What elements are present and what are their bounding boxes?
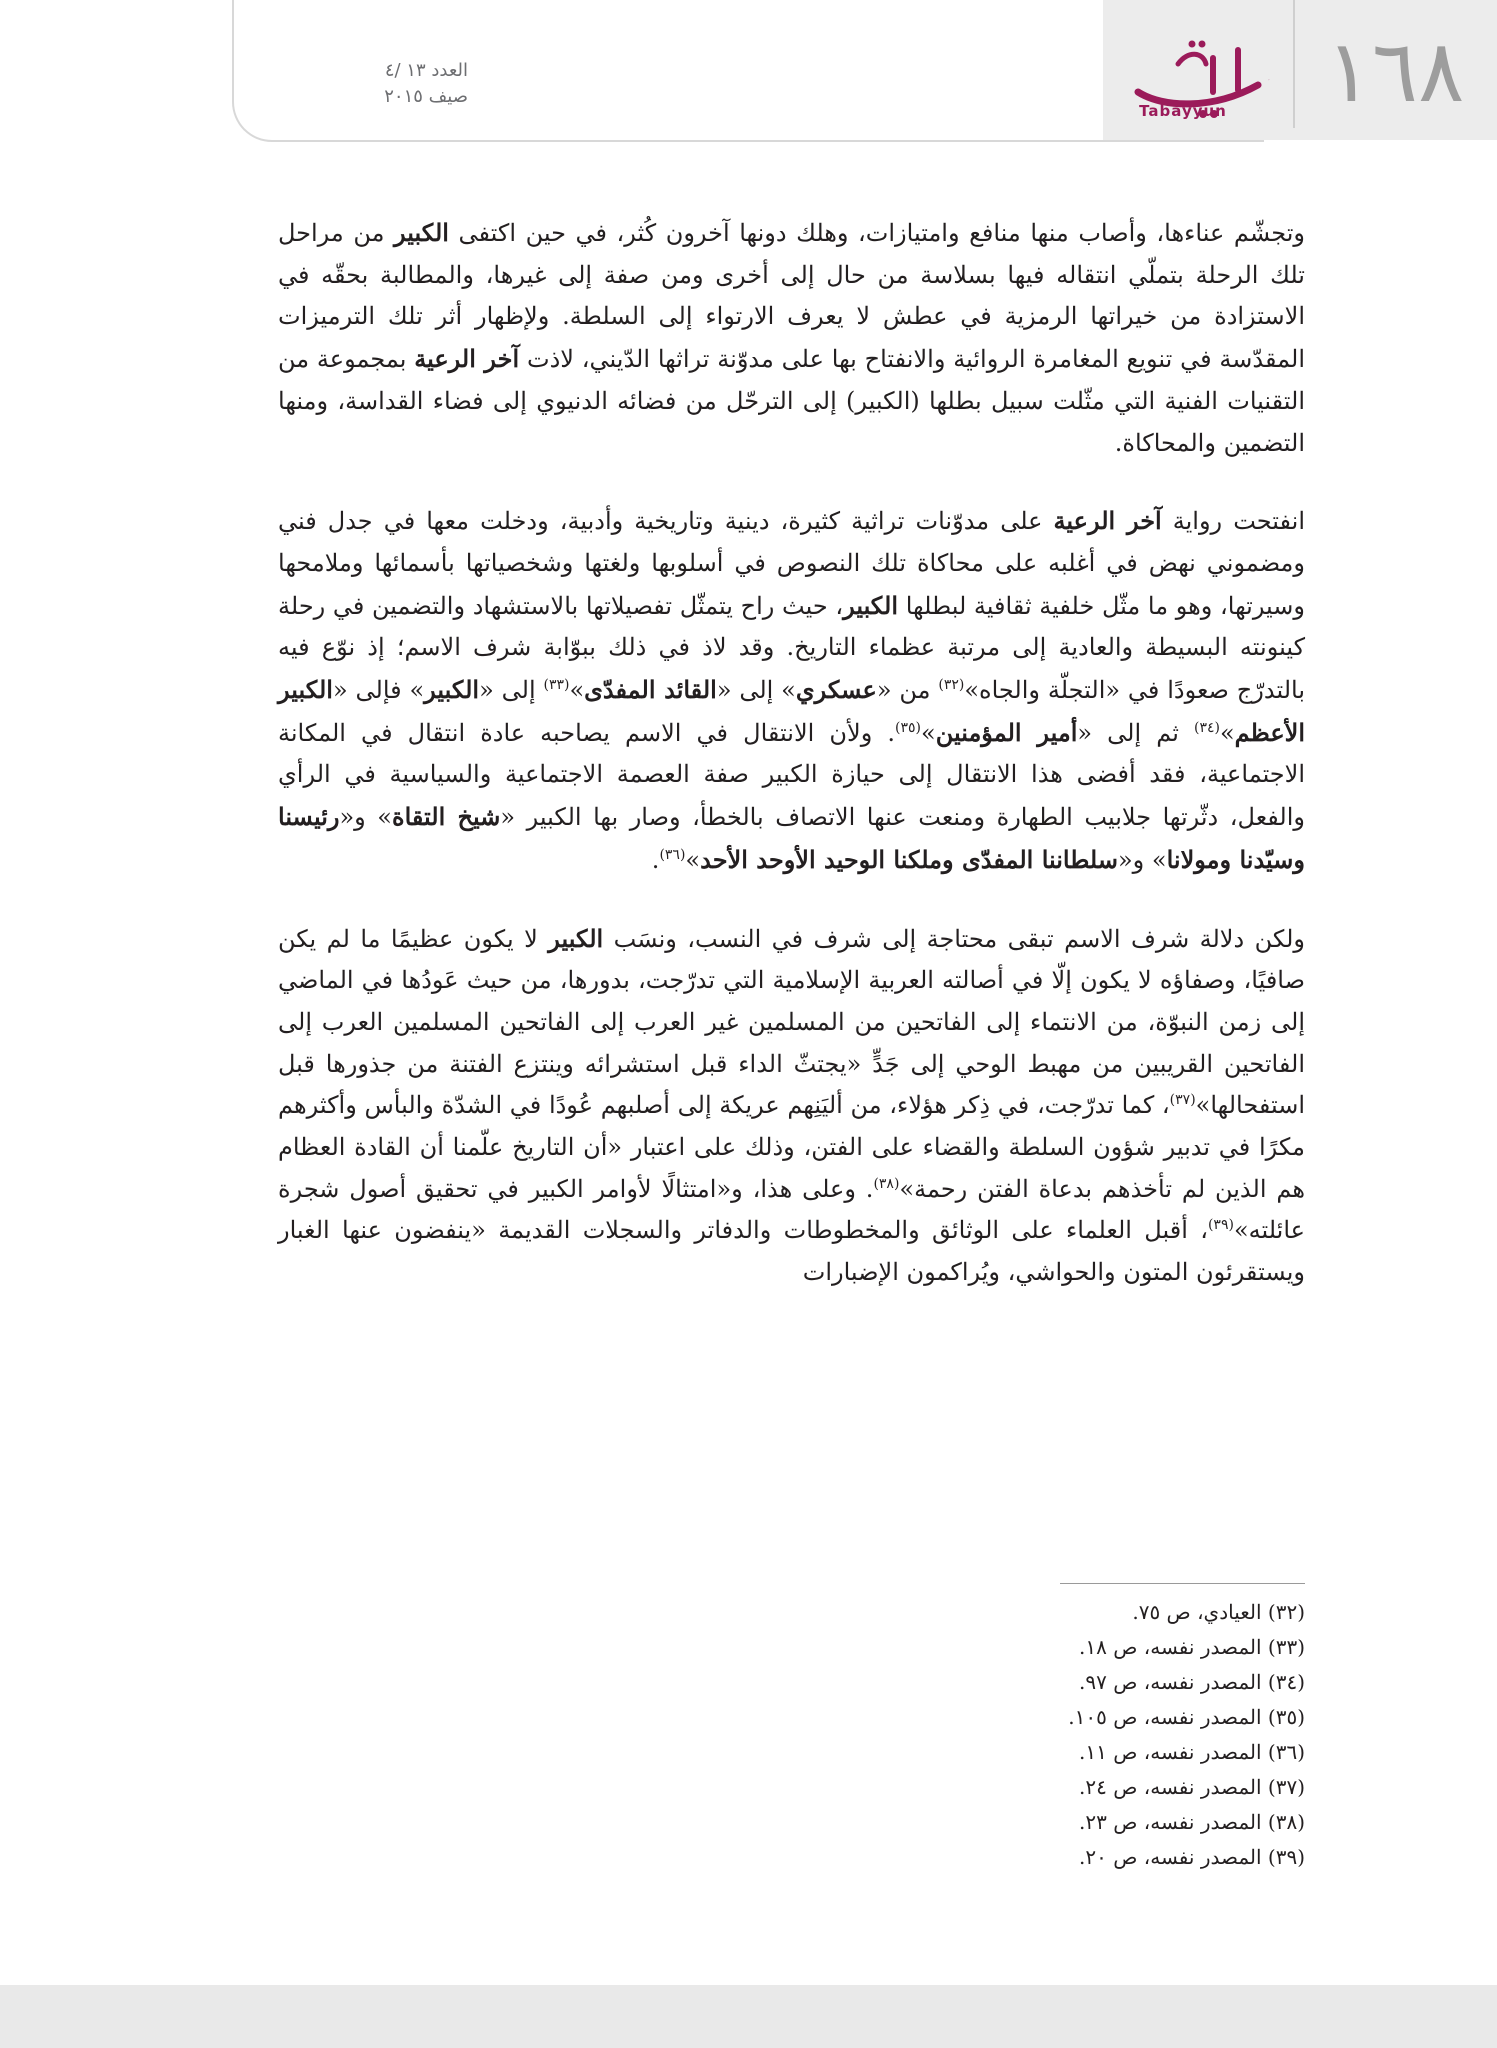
footnote-ref: (٣٧) <box>1169 1092 1196 1109</box>
footnote-ref: (٣٩) <box>1207 1217 1234 1234</box>
issue-number: العدد ١٣ /٤ <box>384 60 468 81</box>
page-number: ١٦٨ <box>1325 22 1465 122</box>
footnote-ref: (٣٤) <box>1194 719 1220 736</box>
footnote: (٣٤) المصدر نفسه، ص ٩٧. <box>1079 1670 1305 1694</box>
logo-arabic: تبيّن <box>1268 80 1270 81</box>
footnote-ref: (٣٥) <box>895 719 921 736</box>
paragraph-2: انفتحت رواية آخر الرعية على مدوّنات تراثية كثيرة، دينية وتاريخية وأدبية، ودخلت معها في جدل فني ومضموني نهض في أغلبه على محاكاة تلك النصوص في أسلوبها ولغتها وشخصياتها بأسمائها وملامحها وسيرتها، وهو ما مثّل خلفية ثقافية لبطلها الكبير، حيث راح يتمثّل تفصيلاتها بالاستشهاد والتضمين في رحلة كينونته البسيطة والعادية إلى مرتبة عظماء التاريخ. وقد لاذ في ذلك ببوّابة شرف الاسم؛ إذ نوّع فيه بالتدرّج صعودًا في «التجلّة والجاه»$^{(٣٢)}$ من «عسكري» إلى «القائد المفدّى»$^{(٣٣)}$ إلى «الكبير» فإلى «الكبير الأعظم»$^{(٣٤)}$ ثم إلى «أمير المؤمنين»$^{(٣٥)}$. ولأن الانتقال في الاسم يصاحبه عادة انتقال في المكانة الاجتماعية، فقد أفضى هذا الانتقال إلى حيازة الكبير صفة العصمة الاجتماعية والسياسية في الرأي والفعل، دثّرتها جلابيب الطهارة ومنعت عنها الاتصاف بالخطأ، وصار بها الكبير «شيخ التقاة» و«رئيسنا وسيّدنا ومولانا» و«سلطاننا المفدّى وملكنا الوحيد الأوحد الأحد»$^{(٣٦)}$. <box>278 506 1306 874</box>
paragraph-3: ولكن دلالة شرف الاسم تبقى محتاجة إلى شرف في النسب، ونسَب الكبير لا يكون عظيمًا ما لم يكن صافيًا، وصفاؤه لا يكون إلّا في أصالته العربية الإسلامية التي تدرّجت، بدورها، من حيث عَودُها في الماضي إلى زمن النبوّة، من الانتماء إلى الفاتحين من المسلمين غير العرب إلى الفاتحين المسلمين العرب إلى الفاتحين القريبين من مهبط الوحي إلى جَدٍّ «يجتثّ الداء قبل استشرائه وينتزع الفتنة من جذورها قبل استفحالها»$^{(٣٧)}$، كما تدرّجت، في ذِكر هؤلاء، من أليَنِهم عريكة إلى أصلبهم عُودًا في الشدّة والبأس وأكثرهم مكرًا في تدبير شؤون السلطة والقضاء على الفتن، وذلك على اعتبار «أن التاريخ علّمنا أن القادة العظام هم الذين لم تأخذهم بدعاة الفتن رحمة»$^{(٣٨)}$. وعلى هذا، و«امتثالًا لأوامر الكبير في تحقيق أصول شجرة عائلته»$^{(٣٩)}$، أقبل العلماء على الوثائق والمخطوطات والدفاتر والسجلات القديمة «ينفضون عنها الغبار ويستقرئون المتون والحواشي، ويُراكمون الإضبارات <box>278 923 1306 1287</box>
footnote: (٣٨) المصدر نفسه، ص ٢٣. <box>1079 1810 1305 1834</box>
footnote-ref: (٣٢) <box>938 677 965 694</box>
header-separator <box>1293 0 1295 128</box>
footnote: (٣٢) العيادي، ص ٧٥. <box>1132 1600 1305 1624</box>
footnote-ref: (٣٦) <box>659 846 686 863</box>
issue-season: صيف ٢٠١٥ <box>384 86 468 107</box>
paragraph-1: وتجشّم عناءها، وأصاب منها منافع وامتيازات، وهلك دونها آخرون كُثر، في حين اكتفى الكبير من مراحل تلك الرحلة بتملّي انتقاله فيها بسلاسة من حال إلى أخرى ومن صفة إلى غيرها، والمطالبة بحقّه في الاستزادة من خيراتها الرمزية في عطش لا يعرف الارتواء إلى السلطة. ولإظهار أثر تلك الترميزات المقدّسة في تنويع المغامرة الروائية والانفتاح بها على مدوّنة تراثها الدّيني، لاذت آخر الرعية بمجموعة من التقنيات الفنية التي مثّلت سبيل بطلها (الكبير) إلى الترحّل من فضائه الدنيوي إلى فضاء القداسة، ومنها التضمين والمحاكاة. <box>278 218 1306 457</box>
logo-latin: Tabayyun <box>1139 102 1227 120</box>
article-body <box>278 212 1305 1294</box>
footnote: (٣٦) المصدر نفسه، ص ١١. <box>1079 1740 1305 1764</box>
footnote-ref: (٣٣) <box>543 677 570 694</box>
page-footer <box>0 1985 1497 2048</box>
footnotes <box>900 1595 1305 1875</box>
footnote: (٣٣) المصدر نفسه، ص ١٨. <box>1079 1635 1305 1659</box>
footnote: (٣٥) المصدر نفسه، ص ١٠٥. <box>1068 1705 1305 1729</box>
footnote: (٣٩) المصدر نفسه، ص ٢٠. <box>1079 1845 1305 1869</box>
footnote-rule <box>1060 1583 1305 1584</box>
issue-info <box>268 58 468 110</box>
footnote: (٣٧) المصدر نفسه، ص ٢٤. <box>1079 1775 1305 1799</box>
footnote-ref: (٣٨) <box>873 1175 900 1192</box>
